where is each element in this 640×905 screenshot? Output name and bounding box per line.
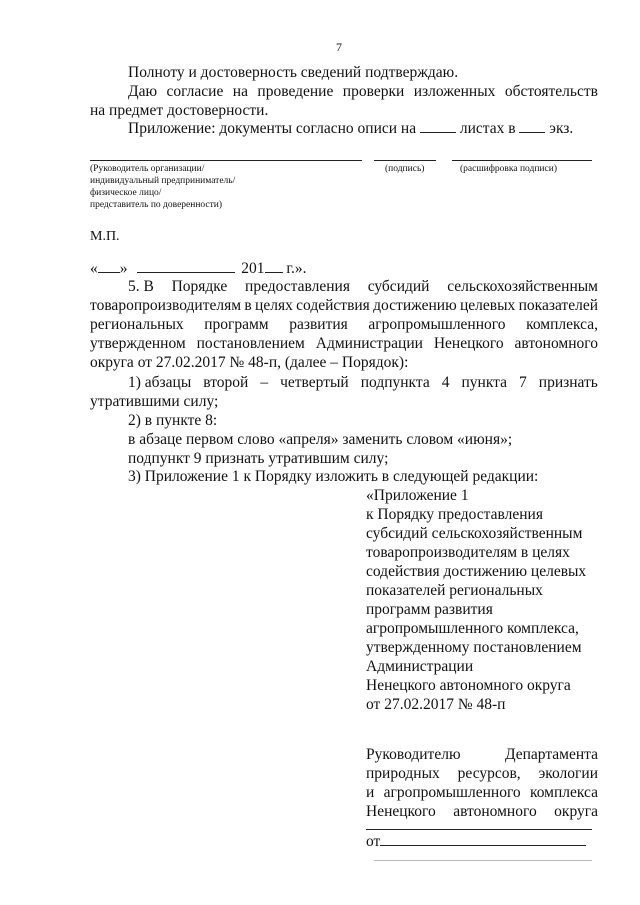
signature-decode-caption: (расшифровка подписи) [460, 164, 557, 174]
item5-line-3: региональных программ развития агропромышленного комплекса, [90, 316, 598, 333]
year-prefix: 201 [241, 260, 265, 277]
confirm-line-2: Даю согласие на проведение проверки изложенных обстоятельств [128, 83, 598, 100]
confirm-line-1: Полноту и достоверность сведений подтверждаю. [128, 64, 459, 81]
attachment-prefix: Приложение: документы согласно описи на [128, 120, 417, 137]
attachment-suffix: экз. [549, 120, 574, 137]
item5-line-4: утвержденном постановлением Администрации Ненецкого автономного [90, 335, 598, 352]
from-blank [380, 831, 586, 846]
addressee-name-line [366, 829, 592, 830]
day-blank [98, 258, 120, 273]
addressee-line-2: природных ресурсов, экологии [366, 765, 598, 782]
confirm-line-3: на предмет достоверности. [90, 102, 269, 119]
addressee-line-3: и агропромышленного комплекса [366, 784, 598, 801]
sheets-count-blank [420, 118, 456, 133]
addressee-line-4: Ненецкого автономного округа [366, 803, 598, 820]
from-line [366, 831, 586, 851]
attachment-middle: листах в [459, 120, 516, 137]
year-blank [265, 258, 283, 273]
signature-caption: (подпись) [385, 164, 425, 174]
attachment-line [128, 118, 573, 138]
copies-count-blank [519, 118, 545, 133]
sub1-line-2: утратившими силу; [90, 393, 219, 410]
sub3-line: 3) Приложение 1 к Порядку изложить в следующей редакции: [128, 468, 539, 485]
sub2-line-1: 2) в пункте 8: [128, 412, 218, 429]
sub1-line-1: 1) абзацы второй – четвертый подпункта 4 пункта 7 признать [128, 374, 598, 391]
signature-decode-line [452, 160, 592, 161]
from-label: от [366, 833, 381, 850]
signature-line [374, 160, 436, 161]
sub2-line-2: в абзаце первом слово «апреля» заменить словом «июня»; [128, 431, 513, 448]
item5-line-1: 5. В Порядке предоставления субсидий сельскохозяйственным [128, 278, 598, 295]
page-number: 7 [336, 40, 342, 54]
sub2-line-3: подпункт 9 признать утратившим силу; [128, 450, 389, 467]
month-blank [137, 258, 235, 273]
stamp-place: М.П. [90, 229, 120, 244]
addressee-line-1: Руководителю Департамента [366, 746, 598, 763]
role-caption: (Руководитель организации/ индивидуальный предприниматель/ физическое лицо/ представитель по доверенности) [90, 164, 236, 210]
appendix-header: «Приложение 1 к Порядку предоставления субсидий сельскохозяйственным товаропроизводителям в целях содействия достижению целевых показателей региональных программ развития агропромышленного комплекса, утвержденному постановлением Администрации Ненецкого автономного округа от 27.02.2017 № 48-п [366, 487, 587, 713]
item5-line-2: товаропроизводителям в целях содействия достижению целевых показателей [90, 297, 598, 314]
item5-line-5: округа от 27.02.2017 № 48-п, (далее – Порядок): [90, 354, 409, 371]
from-second-line [374, 860, 592, 861]
date-line: « » 201 г.». [90, 260, 307, 277]
date-suffix: г.». [286, 260, 307, 277]
role-signature-line [90, 160, 362, 161]
